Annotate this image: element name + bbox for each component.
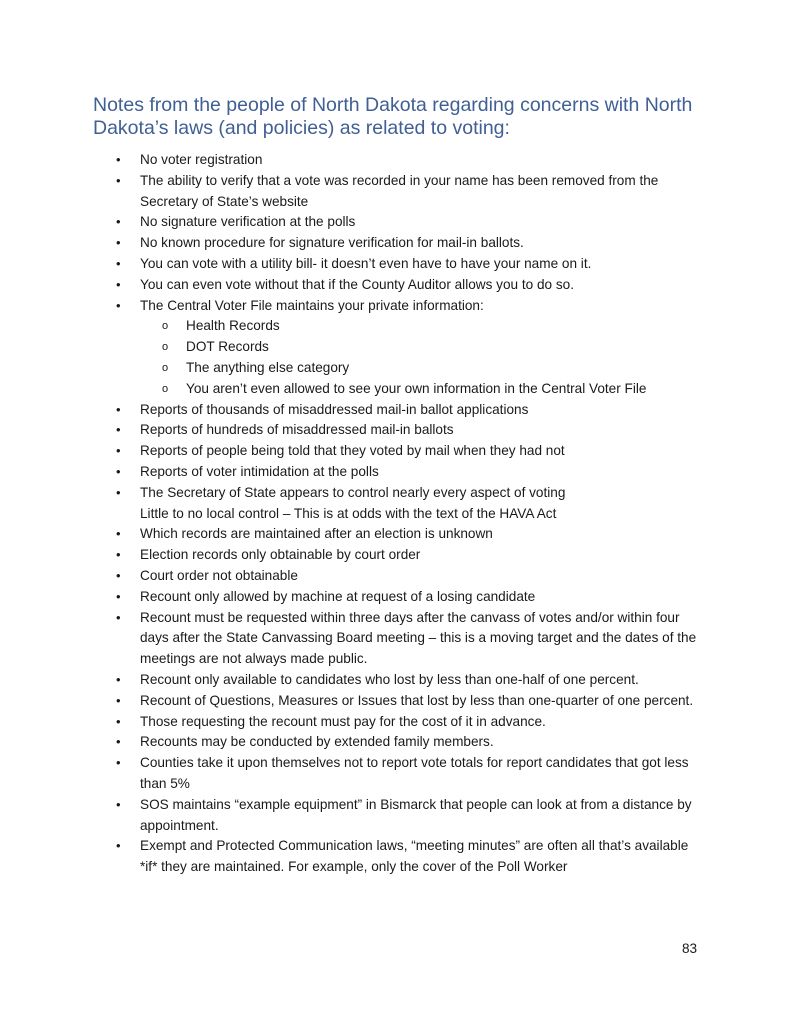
bullet-icon: • [116, 609, 121, 625]
bullet-icon: • [116, 172, 121, 188]
list-item-text: Recount must be requested within three days after the canvass of votes and/or within four days after the State Canvassing Board meeting – this is a moving target and the dates of the meetings are not always made public. [140, 609, 697, 667]
list-item-text: Court order not obtainable [140, 567, 298, 583]
bullet-icon: • [116, 692, 121, 708]
bullet-icon: • [116, 401, 121, 417]
bullet-icon: • [116, 734, 121, 750]
list-item [0, 254, 700, 275]
list-item-text: SOS maintains “example equipment” in Bismarck that people can look at from a distance by appointment. [140, 796, 692, 833]
bullet-icon: • [116, 214, 121, 230]
list-item [0, 150, 700, 171]
list-item [0, 400, 700, 421]
list-item-text: Reports of people being told that they voted by mail when they had not [140, 443, 565, 459]
sub-list-item [140, 358, 700, 379]
list-item-text: Which records are maintained after an election is unknown [140, 526, 493, 542]
list-item-text: Those requesting the recount must pay for the cost of it in advance. [140, 713, 546, 729]
list-item-text: Counties take it upon themselves not to report vote totals for report candidates that got less than 5% [140, 755, 689, 791]
sub-list-item [140, 337, 700, 358]
circle-bullet-icon: o [162, 382, 169, 395]
circle-bullet-icon: o [162, 341, 169, 354]
list-item-text: No known procedure for signature verification for mail-in ballots. [140, 235, 524, 251]
bullet-icon: • [116, 297, 121, 313]
list-item [0, 171, 700, 213]
list-item-text: The Secretary of State appears to control nearly every aspect of voting [140, 484, 566, 500]
bullet-icon: • [116, 838, 121, 854]
sub-list-item-text: You aren’t even allowed to see your own information in the Central Voter File [186, 380, 647, 396]
bullet-icon: • [116, 567, 121, 583]
list-item-text: Recounts may be conducted by extended family members. [140, 734, 494, 750]
list-item-text: Recount only allowed by machine at request of a losing candidate [140, 588, 536, 604]
list-item [0, 836, 700, 878]
bullet-icon: • [116, 547, 121, 563]
list-item [0, 795, 700, 837]
bullet-icon: • [116, 484, 121, 500]
bullet-icon: • [116, 443, 121, 459]
sub-list-item-text: The anything else category [186, 359, 350, 375]
sub-list [140, 316, 700, 399]
list-item-text: You can even vote without that if the County Auditor allows you to do so. [140, 276, 575, 292]
list-item [0, 462, 700, 483]
list-item-text: The Central Voter File maintains your private information: [140, 297, 484, 313]
list-item-text: Election records only obtainable by court order [140, 547, 421, 563]
list-item [0, 566, 700, 587]
circle-bullet-icon: o [162, 361, 169, 374]
list-item-text: The ability to verify that a vote was recorded in your name has been removed from the Secretary of State’s website [140, 172, 659, 209]
list-item-text-line2: Little to no local control – This is at odds with the text of the HAVA Act [140, 505, 557, 521]
list-item [0, 732, 700, 753]
sub-list-item-text: DOT Records [186, 339, 269, 355]
bullet-icon: • [116, 255, 121, 271]
list-item [0, 524, 700, 545]
list-item [0, 545, 700, 566]
list-item [0, 691, 700, 712]
list-item [0, 712, 700, 733]
concerns-list [0, 150, 791, 878]
list-item-text: Reports of thousands of misaddressed mail-in ballot applications [140, 401, 529, 417]
list-item [0, 275, 700, 296]
list-item-text: No voter registration [140, 152, 263, 167]
sub-list-item-text: Health Records [186, 318, 280, 334]
bullet-icon: • [116, 276, 121, 292]
list-item-text: Recount of Questions, Measures or Issues that lost by less than one-quarter of one percent. [140, 692, 694, 708]
page-number: 83 [682, 941, 698, 956]
list-item [0, 233, 700, 254]
list-item [0, 608, 700, 670]
list-item-text: You can vote with a utility bill- it doesn’t even have to have your name on it. [140, 255, 592, 271]
list-item-text: Exempt and Protected Communication laws, “meeting minutes” are often all that’s available *if* they are maintained. For example, only the cover of the Poll Worker [140, 838, 689, 875]
sub-list-item [140, 379, 700, 400]
list-item [0, 212, 700, 233]
bullet-icon: • [116, 796, 121, 812]
bullet-icon: • [116, 463, 121, 479]
bullet-icon: • [116, 235, 121, 251]
bullet-icon: • [116, 755, 121, 771]
list-item-text: Recount only available to candidates who lost by less than one-half of one percent. [140, 671, 639, 687]
bullet-icon: • [116, 713, 121, 729]
bullet-icon: • [116, 526, 121, 542]
list-item [0, 441, 700, 462]
list-item [0, 296, 700, 400]
bullet-icon: • [116, 588, 121, 604]
bullet-icon: • [116, 422, 121, 438]
list-item [0, 420, 700, 441]
sub-list-item [140, 316, 700, 337]
bullet-icon: • [116, 152, 121, 167]
list-item [0, 670, 700, 691]
list-item [0, 587, 700, 608]
list-item-text: No signature verification at the polls [140, 214, 356, 230]
list-item [0, 753, 700, 795]
bullet-icon: • [116, 671, 121, 687]
circle-bullet-icon: o [162, 320, 169, 333]
list-item [0, 483, 700, 525]
list-item-text: Reports of hundreds of misaddressed mail-in ballots [140, 422, 454, 438]
list-item-text: Reports of voter intimidation at the polls [140, 463, 379, 479]
page-heading: Notes from the people of North Dakota regarding concerns with North Dakota’s laws (and policies) as related to voting: [93, 94, 693, 139]
